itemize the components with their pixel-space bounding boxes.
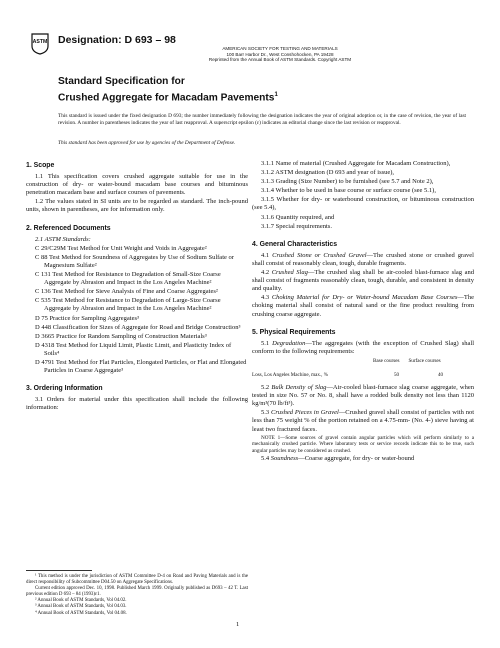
reference-item: D 4791 Test Method for Flat Particles, Elongated Particles, or Flat and Elongated Particles in Coarse Aggregate³ — [35, 358, 247, 375]
reference-item: C 88 Test Method for Soundness of Aggregates by Use of Sodium Sulfate or Magnesium Sulfate² — [35, 253, 234, 269]
reference-item: D 448 Classification for Sizes of Aggregate for Road and Bridge Construction³ — [35, 323, 241, 331]
degradation-table-header — [252, 357, 474, 365]
paragraph-4-2: 4.2 Crushed Slag—The crushed slag shall be air-cooled blast-furnace slag and shall consist of fragments reasonably clean, tough, durable, and consistent in density and quality. — [252, 269, 475, 293]
svg-text:ASTM: ASTM — [32, 39, 48, 45]
footnote-3: ³ Annual Book of ASTM Standards, Vol 04.03. — [35, 604, 127, 610]
table-value-base: 50 — [394, 371, 400, 378]
issuance-notice: This standard is issued under the fixed designation D 693; the number immediately following the designation indicates the year of original adoption or, in the case of revision, the year of last revision. A number in parentheses indicates the year of last reapproval. A superscript epsilon (ε) indicates an editorial change since the last revision or reapproval. — [58, 113, 466, 126]
section-5-heading: 5. Physical Requirements — [252, 328, 336, 336]
paragraph-1-1: 1.1 This specification covers crushed aggregate suitable for use in the construction of dry- or water-bound macadam base courses and bituminous penetration macadam base and surface courses of pavements. — [26, 173, 248, 197]
publisher-line: AMERICAN SOCIETY FOR TESTING AND MATERIALS — [222, 46, 338, 51]
paragraph-5-4: 5.4 Soundness—Coarse aggregate, for dry- or water-bound — [261, 455, 415, 463]
section-4-heading: 4. General Characteristics — [252, 240, 338, 248]
section-1-heading: 1. Scope — [26, 162, 55, 169]
table-value-surface: 40 — [438, 371, 444, 378]
order-item: 3.1.5 Whether for dry- or waterbound construction, or bituminous construction (see 5.4), — [252, 196, 474, 212]
publisher-block — [160, 46, 400, 63]
astm-logo — [30, 33, 50, 55]
paragraph-4-1: 4.1 Crushed Stone or Crushed Gravel—The crushed stone or crushed gravel shall consist of reasonably clean, tough, durable fragments. — [252, 251, 474, 267]
reference-item: C 535 Test Method for Resistance to Degradation of Large-Size Coarse Aggregate by Abrasion and Impact in the Los Angeles Machine² — [35, 297, 221, 313]
footnote-rule — [26, 570, 92, 571]
table-col-base: Base courses — [373, 357, 400, 364]
paragraph-4-3: 4.3 Choking Material for Dry- or Water-bound Macadam Base Courses—The choking material shall consist of natural sand or the fine product resulting from crushing coarse aggregate. — [252, 294, 475, 318]
order-item: 3.1.1 Name of material (Crushed Aggregate for Macadam Construction), — [261, 160, 451, 167]
reference-item: C 131 Test Method for Resistance to Degradation of Small-Size Coarse Aggregate by Abrasion and Impact in the Los Angeles Machine² — [35, 271, 221, 287]
title-line-2: Crushed Aggregate for Macadam Pavements — [58, 91, 275, 103]
table-row-label: Loss, Los Angeles Machine, max., % — [252, 371, 328, 378]
publisher-line: Reprinted from the Annual Book of ASTM Standards. Copyright ASTM — [208, 57, 352, 63]
left-column — [26, 160, 248, 413]
right-column — [252, 160, 474, 465]
paragraph-1-2: 1.2 The values stated in SI units are to be regarded as standard. The inch-pound units, shown in parentheses, are for information only. — [26, 198, 248, 214]
reference-list — [26, 245, 248, 375]
order-item: 3.1.6 Quantity required, and — [261, 213, 335, 221]
footnotes — [26, 570, 248, 617]
designation: Designation: D 693 – 98 — [58, 34, 176, 46]
order-item: 3.1.7 Special requirements. — [261, 222, 332, 230]
document-title — [58, 76, 278, 104]
footnote-1: ¹ This method is under the jurisdiction of ASTM Committee D-4 on Road and Paving Materials and is the direct responsibility of Subcommittee D04.50 on Aggregate Specifications. — [26, 574, 248, 586]
note-1: NOTE 1—Some sources of gravel contain angular particles which will perform similarly to a mechanically crushed particle. Where laboratory tests or service records indicate this to be true, such angular particles may be considered as crushed. — [252, 434, 474, 454]
reference-item: D 3665 Practice for Random Sampling of Construction Materials³ — [35, 332, 207, 340]
reference-item: D 4318 Test Method for Liquid Limit, Plastic Limit, and Plasticity Index of Soils⁴ — [35, 341, 232, 357]
section-3-heading: 3. Ordering Information — [26, 385, 103, 393]
footnote-edition: Current edition approved Dec. 10, 1998. Published March 1999. Originally published as D693 – 42 T. Last previous edition D 693 – 84 (1993)ε1. — [26, 586, 248, 598]
paragraph-5-3: 5.3 Crushed Pieces in Gravel—Crushed gravel shall consist of particles with not less than 75 weight % of the portion retained on a 4.75-mm- (No. 4-) sieve having at least two fractured faces. — [252, 409, 475, 433]
title-line-1: Standard Specification for — [58, 76, 185, 87]
table-col-surface: Surface courses — [408, 357, 441, 364]
reference-item: C 29/C29M Test Method for Unit Weight and Voids in Aggregate² — [35, 244, 207, 252]
order-item: 3.1.4 Whether to be used in base course or surface course (see 5.1), — [261, 187, 436, 195]
publisher-line: 100 Barr Harbor Dr., West Conshohocken, PA 19428 — [226, 51, 334, 57]
page-number: 1 — [236, 621, 240, 628]
order-item: 3.1.2 ASTM designation (D 693 and year of issue), — [261, 169, 395, 177]
paragraph-5-2: 5.2 Bulk Density of Slag—Air-cooled blast-furnace slag coarse aggregate, when tested in size No. 57 or No. 8, shall have a rodded bulk density not less than 1120 kg/m³(70 lb/ft³). — [252, 384, 475, 408]
paragraph-5-1: 5.1 Degradation—The aggregates (with the exception of Crushed Slag) shall conform to the following requirements: — [252, 339, 474, 355]
order-item: 3.1.3 Grading (Size Number) to be furnished (see 5.7 and Note 2), — [261, 178, 434, 186]
degradation-table-row — [252, 371, 474, 379]
section-2-heading: 2. Referenced Documents — [26, 224, 111, 232]
approval-statement: This standard has been approved for use by agencies of the Department of Defense. — [58, 140, 236, 146]
paragraph-2-1: 2.1 ASTM Standards: — [35, 235, 91, 243]
paragraph-3-1: 3.1 Orders for material under this specification shall include the following information: — [26, 396, 248, 412]
footnote-4: ⁴ Annual Book of ASTM Standards, Vol 04.08. — [35, 610, 127, 616]
footnote-2: ² Annual Book of ASTM Standards, Vol 04.02. — [35, 598, 127, 604]
reference-item: D 75 Practice for Sampling Aggregates³ — [35, 314, 139, 322]
title-footnote-mark: 1 — [274, 91, 278, 98]
reference-item: C 136 Test Method for Sieve Analysis of Fine and Coarse Aggregates² — [35, 288, 218, 296]
